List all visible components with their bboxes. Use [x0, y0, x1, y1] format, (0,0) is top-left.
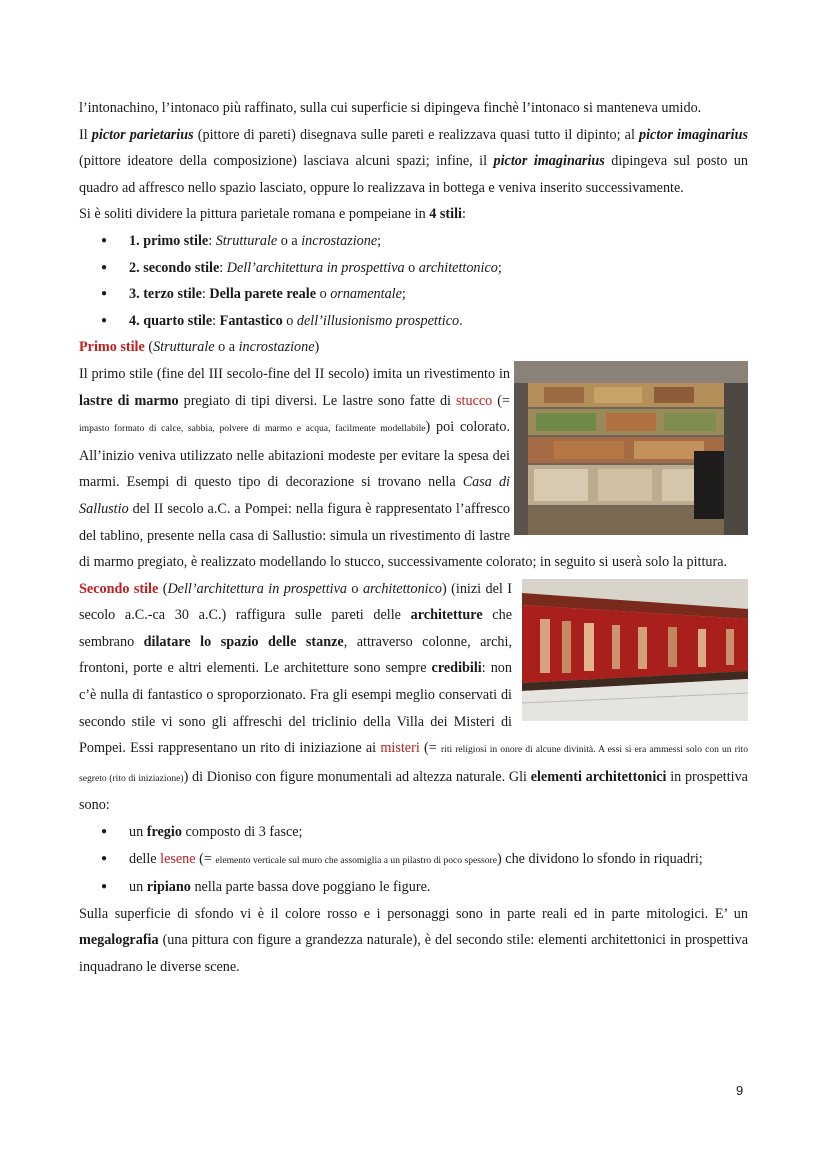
style-item-2: ● 2. secondo stile: Dell’architettura in prospettiva o architettonico;	[79, 255, 748, 282]
element-item-lesene: ● delle lesene (= elemento verticale sul muro che assomiglia a un pilastro di poco spessore) che dividono lo sfondo in riquadri;	[79, 846, 748, 875]
term-pictor-parietarius: pictor parietarius	[91, 126, 194, 143]
paragraph-intonachino: l’intonachino, l’intonaco più raffinato, sulla cui superficie si dipingeva finchè l’intonaco si manteneva umido.	[79, 100, 702, 116]
paragraph-styles-intro: Si è soliti dividere la pittura parietale romana e pompeiane in 4 stili:	[79, 206, 466, 223]
paragraph-primo-stile: Il primo stile (fine del III secolo-fine del II secolo) imita un rivestimento in lastre di marmo pregiato di tipi diversi. Le lastre sono fatte di stucco (= impasto formato di calce, sabbia, polvere di marmo e acqua, facilmente modellabile) poi colorato. All’inizio veniva utilizzato nelle abitazioni modeste per evitare la spesa dei marmi. Esempi di questo tipo di decorazione si trovano nella Casa di Sallustio del II secolo a.C. a Pompei: nella figura è rappresentato l’affresco del tablino, presente nella casa di Sallustio: simula un rivestimento di lastre di marmo pregiato, è realizzato modellando lo stucco, successivamente colorato; in seguito si userà solo la pittura.	[79, 365, 728, 571]
definition-misteri: riti religiosi in onore di alcune divinità. A essi si era ammessi solo con un rito segreto (rito di iniziazione)	[79, 744, 748, 784]
term-pictor-imaginarius-2: pictor imaginarius	[493, 153, 605, 170]
paragraph-secondo-stile: Secondo stile (Dell’architettura in prospettiva o architettonico) (inizi del I secolo a.C.-ca 30 a.C.) raffigura sulle pareti delle architetture che sembrano dilatare lo spazio delle stanze, attraverso colonne, archi, frontoni, porte e altri elementi. Le architetture sono sempre credibili: non c’è nulla di fantastico o sproporzionato. Fra gli esempi meglio conservati di secondo stile vi sono gli affreschi del triclinio della Villa dei Misteri di Pompei. Essi rappresentano un rito di iniziazione ai misteri (= riti religiosi in onore di alcune divinità. A essi si era ammessi solo con un rito segreto (rito di iniziazione)) di Dioniso con figure monumentali ad altezza naturale. Gli elementi architettonici in prospettiva sono:	[79, 580, 748, 814]
term-pictor-imaginarius: pictor imaginarius	[639, 126, 748, 143]
style-item-3: ● 3. terzo stile: Della parete reale o ornamentale;	[79, 281, 748, 308]
paragraph-megalografia: Sulla superficie di sfondo vi è il colore rosso e i personaggi sono in parte reali ed in parte mitologici. E’ un megalografia (una pittura con figure a grandezza naturale), è del secondo stile: elementi architettonici in prospettiva inquadrano le diverse scene.	[79, 905, 748, 975]
heading-primo-stile: Primo stile (Strutturale o a incrostazione)	[79, 339, 320, 356]
term-lesene: lesene	[160, 850, 196, 867]
paragraph-pictor: Il pictor parietarius (pittore di pareti) disegnava sulle pareti e realizzava quasi tutto il dipinto; al pictor imaginarius (pittore ideatore della composizione) lasciava alcuni spazi; infine, il pictor imaginarius dipingeva sul posto un quadro ad affresco nello spazio lasciato, oppure lo realizzava in bottega e veniva inserito successivamente.	[79, 126, 748, 196]
elements-list	[79, 819, 748, 901]
term-misteri: misteri	[380, 740, 420, 757]
style-item-1: ● 1. primo stile: Strutturale o a incrostazione;	[79, 228, 748, 255]
image-casa-sallustio-fresco	[514, 361, 748, 535]
style-item-4: ● 4. quarto stile: Fantastico o dell’illusionismo prospettico.	[79, 308, 748, 335]
definition-lesene: elemento verticale sul muro che assomiglia a un pilastro di poco spessore	[215, 854, 498, 866]
term-stucco: stucco	[456, 392, 493, 409]
element-item-ripiano: ● un ripiano nella parte bassa dove poggiano le figure.	[79, 874, 748, 901]
page-number: 9	[736, 1083, 744, 1098]
element-item-fregio: ● un fregio composto di 3 fasce;	[79, 819, 748, 846]
definition-stucco: impasto formato di calce, sabbia, polvere di marmo e acqua, facilmente modellabile	[79, 423, 426, 435]
document-body	[79, 95, 748, 981]
styles-list	[79, 228, 748, 334]
heading-secondo-stile: Secondo stile	[79, 580, 159, 597]
image-villa-dei-misteri-fresco	[522, 579, 748, 721]
